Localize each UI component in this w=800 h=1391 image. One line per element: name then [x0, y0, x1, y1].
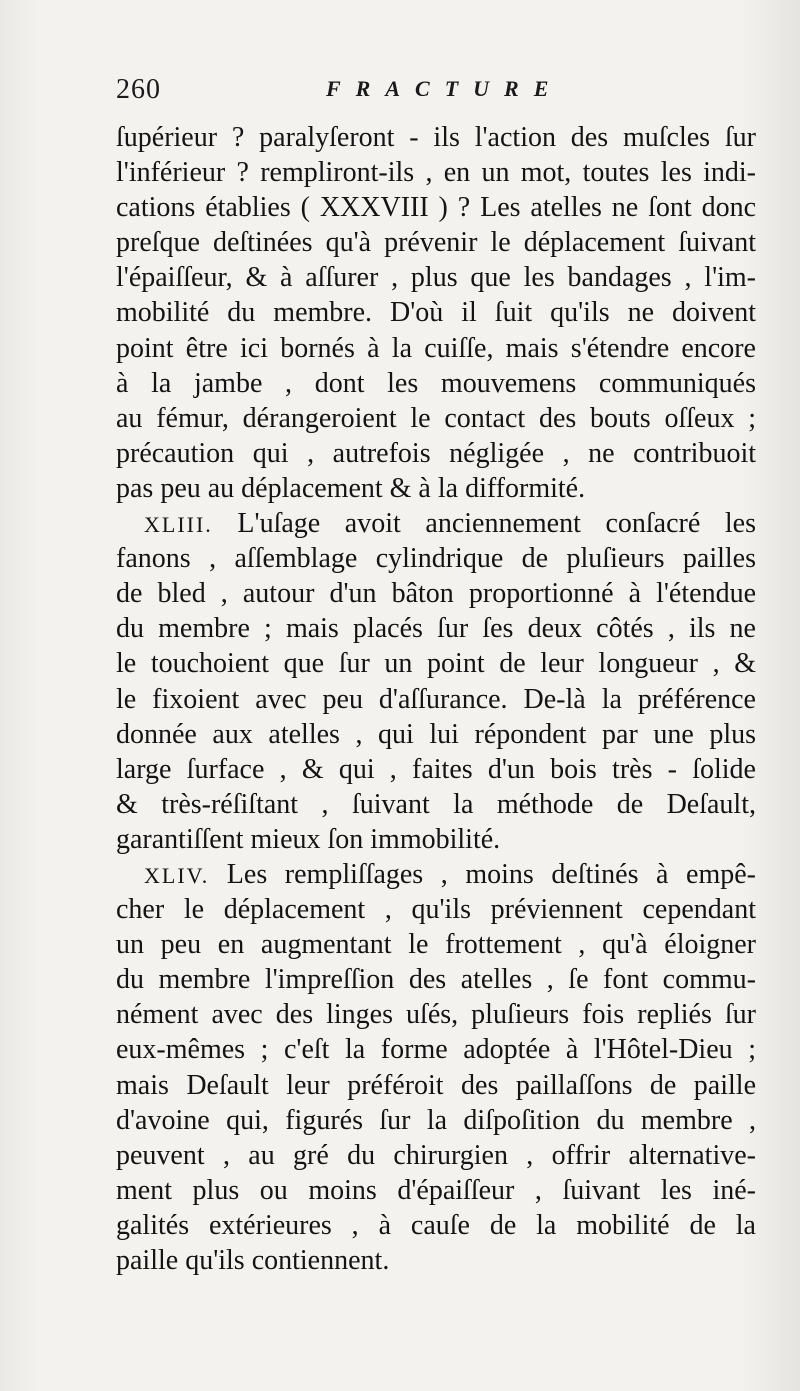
text-line	[116, 331, 756, 366]
line-text: un peu en augmentant le frottement , qu'à éloigner	[116, 929, 756, 961]
line-text: point être ici bornés à la cuiſſe, mais s'étendre encore	[116, 332, 756, 364]
text-line	[116, 752, 756, 787]
line-text: de bled , autour d'un bâton proportionné à l'étendue	[116, 578, 756, 610]
line-text: large ſurface , & qui , faites d'un bois très - ſolide	[116, 753, 756, 785]
text-line	[116, 260, 756, 295]
line-text: pas peu au déplacement & à la difformité.	[116, 472, 586, 504]
text-line	[116, 962, 756, 997]
text-line	[116, 1103, 756, 1138]
line-text: le fixoient avec peu d'aſſurance. De-là la préférence	[116, 683, 756, 715]
running-head	[116, 74, 756, 114]
line-text: L'uſage avoit anciennement conſacré les	[212, 508, 756, 540]
text-line	[116, 366, 756, 401]
text-line	[116, 295, 756, 330]
line-text: l'inférieur ? rempliront-ils , en un mot, toutes les indi-	[116, 157, 756, 189]
line-text: d'avoine qui, figurés ſur la diſpoſition du membre ,	[116, 1104, 756, 1136]
line-text: l'épaiſſeur, & à aſſurer , plus que les bandages , l'im-	[116, 262, 756, 294]
line-text: galités extérieures , à cauſe de la mobilité de la	[116, 1209, 756, 1241]
line-text: nément avec des linges uſés, pluſieurs fois repliés ſur	[116, 999, 756, 1031]
text-line	[116, 576, 756, 611]
line-text: preſque deſtinées qu'à prévenir le déplacement ſuivant	[116, 227, 756, 259]
body-text	[116, 120, 756, 1278]
text-line	[116, 190, 756, 225]
line-text: mais Deſault leur préféroit des paillaſſons de paille	[116, 1069, 756, 1101]
text-line	[116, 1173, 756, 1208]
text-line	[116, 1032, 756, 1067]
line-text: ment plus ou moins d'épaiſſeur , ſuivant les iné-	[116, 1174, 756, 1206]
text-line	[116, 155, 756, 190]
text-line	[116, 1138, 756, 1173]
text-line	[116, 506, 756, 541]
section-number: XLIII.	[144, 512, 213, 538]
line-text: eux-mêmes ; c'eſt la forme adoptée à l'Hôtel-Dieu ;	[116, 1034, 756, 1066]
text-line	[116, 436, 756, 471]
text-line	[116, 822, 756, 857]
line-text: le touchoient que ſur un point de leur longueur , &	[116, 648, 756, 680]
line-text: cations établies ( XXXVIII ) ? Les atelles ne ſont donc	[116, 192, 756, 224]
line-text: donnée aux atelles , qui lui répondent par une plus	[116, 718, 756, 750]
line-text: cher le déplacement , qu'ils préviennent cependant	[116, 894, 756, 926]
text-line	[116, 892, 756, 927]
text-line	[116, 717, 756, 752]
line-text: ſupérieur ? paralyſeront - ils l'action des muſcles ſur	[116, 122, 756, 153]
line-text: peuvent , au gré du chirurgien , offrir alternative-	[116, 1139, 756, 1171]
line-text: du membre l'impreſſion des atelles , ſe font commu-	[116, 964, 756, 996]
line-text: fanons , aſſemblage cylindrique de pluſieurs pailles	[116, 543, 756, 575]
line-text: mobilité du membre. D'où il ſuit qu'ils ne doivent	[116, 297, 756, 329]
page-number: 260	[116, 74, 161, 105]
line-text: précaution qui , autrefois négligée , ne contribuoit	[116, 437, 756, 469]
text-line	[116, 611, 756, 646]
text-line	[116, 787, 756, 822]
line-text: garantiſſent mieux ſon immobilité.	[116, 823, 501, 855]
text-line	[116, 1068, 756, 1103]
text-line	[116, 857, 756, 892]
text-line	[116, 1208, 756, 1243]
line-text: à la jambe , dont les mouvemens communiqués	[116, 367, 756, 399]
line-text: Les rempliſſages , moins deſtinés à empê-	[209, 858, 756, 890]
line-text: au fémur, dérangeroient le contact des bouts oſſeux ;	[116, 402, 756, 434]
text-line	[116, 646, 756, 681]
text-line	[116, 225, 756, 260]
section-number: XLIV.	[144, 862, 210, 888]
text-line	[116, 471, 756, 506]
line-text: & très-réſiſtant , ſuivant la méthode de Deſault,	[116, 788, 756, 820]
text-line	[116, 997, 756, 1032]
text-line	[116, 927, 756, 962]
line-text: du membre ; mais placés ſur ſes deux côtés , ils ne	[116, 613, 756, 645]
line-text: paille qu'ils contiennent.	[116, 1245, 390, 1276]
text-line	[116, 1243, 756, 1278]
text-line	[116, 120, 756, 155]
text-line	[116, 682, 756, 717]
text-line	[116, 401, 756, 436]
running-title: FRACTURE	[326, 76, 564, 101]
text-line	[116, 541, 756, 576]
